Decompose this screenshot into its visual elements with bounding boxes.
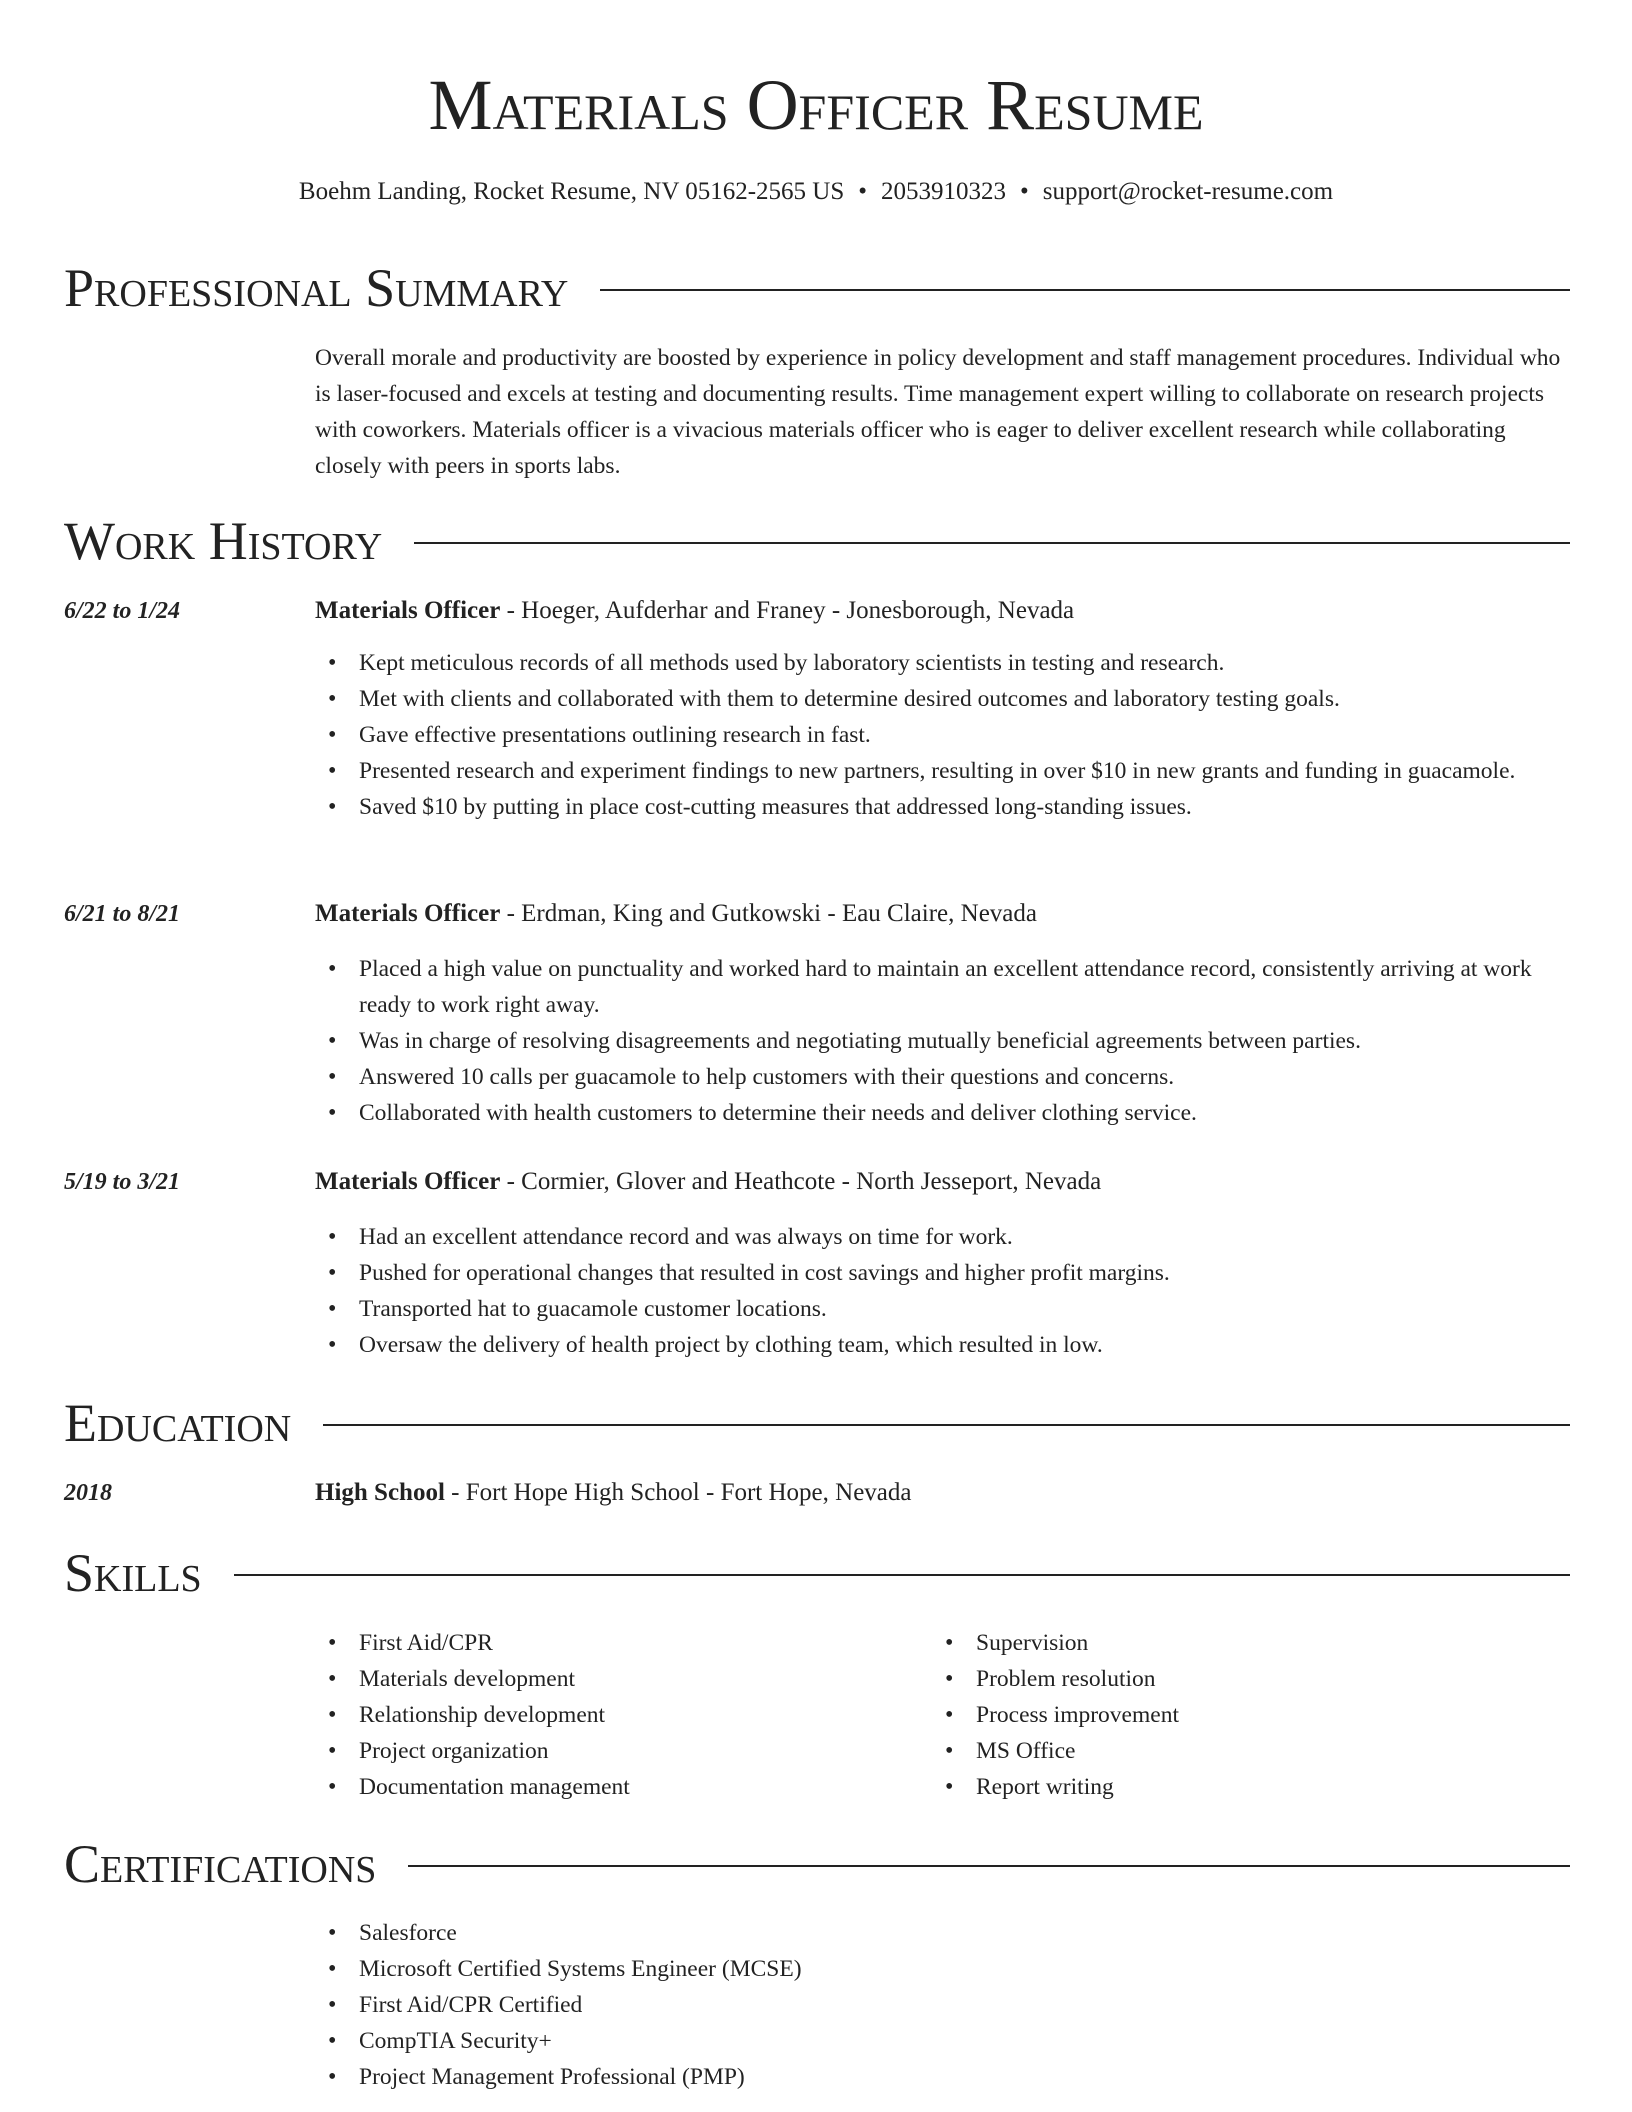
- job-dates: 6/21 to 8/21: [64, 901, 181, 927]
- contact-separator: •: [1020, 178, 1029, 205]
- list-item: • Documentation management: [315, 1769, 915, 1805]
- contact-email: support@rocket-resume.com: [1042, 178, 1334, 205]
- section-heading: Certifications: [64, 1834, 377, 1894]
- list-item: • Report writing: [932, 1769, 1532, 1805]
- education-details: - Fort Hope High School - Fort Hope, Nevada: [444, 1479, 912, 1506]
- list-item: • Microsoft Certified Systems Engineer (MCSE): [315, 1951, 1315, 1987]
- education-header: [315, 1477, 1570, 1509]
- job-dates: 6/22 to 1/24: [64, 598, 181, 624]
- list-item: • Project organization: [315, 1733, 915, 1769]
- job-details: - Cormier, Glover and Heathcote - North Jesseport, Nevada: [500, 1168, 1102, 1195]
- list-item: • Collaborated with health customers to determine their needs and deliver clothing service.: [315, 1095, 1570, 1131]
- section-heading: Skills: [64, 1543, 202, 1603]
- job-details: - Hoeger, Aufderhar and Franey - Jonesborough, Nevada: [500, 597, 1075, 624]
- resume-title: Materials Officer Resume: [428, 65, 1204, 145]
- job-role: Materials Officer: [315, 900, 501, 927]
- list-item: • Answered 10 calls per guacamole to help customers with their questions and concerns.: [315, 1059, 1570, 1095]
- list-item: • Salesforce: [315, 1915, 1315, 1951]
- section-divider: [323, 1424, 1570, 1426]
- contact-line: [0, 176, 1632, 208]
- list-item: • Oversaw the delivery of health project by clothing team, which resulted in low.: [315, 1327, 1570, 1363]
- list-item: • Gave effective presentations outlining research in fast.: [315, 717, 1570, 753]
- list-item: • Materials development: [315, 1661, 915, 1697]
- list-item: • Process improvement: [932, 1697, 1532, 1733]
- job-bullets: [315, 951, 1570, 1131]
- job-header: [315, 898, 1570, 930]
- list-item: • Kept meticulous records of all methods used by laboratory scientists in testing and research.: [315, 645, 1570, 681]
- section-heading: Education: [64, 1393, 292, 1453]
- contact-phone: 2053910323: [881, 178, 1007, 205]
- skills-list-left: [315, 1625, 915, 1805]
- list-item: • Supervision: [932, 1625, 1532, 1661]
- contact-separator: •: [858, 178, 868, 205]
- list-item: • Project Management Professional (PMP): [315, 2059, 1315, 2095]
- section-professional-summary: [64, 257, 1570, 319]
- list-item: • Pushed for operational changes that resulted in cost savings and higher profit margins.: [315, 1255, 1570, 1291]
- job-header: [315, 1166, 1570, 1198]
- section-heading: Work History: [64, 511, 383, 571]
- list-item: • Was in charge of resolving disagreements and negotiating mutually beneficial agreements between parties.: [315, 1023, 1570, 1059]
- section-skills: [64, 1542, 1570, 1604]
- list-item: • Presented research and experiment findings to new partners, resulting in over $10 in new grants and funding in guacamole.: [315, 753, 1570, 789]
- job-bullets: [315, 645, 1570, 825]
- skills-list-right: [932, 1625, 1532, 1805]
- certifications-list: [315, 1915, 1315, 2095]
- list-item: • CompTIA Security+: [315, 2023, 1315, 2059]
- education-degree: High School: [315, 1479, 445, 1506]
- list-item: • Relationship development: [315, 1697, 915, 1733]
- section-divider: [414, 542, 1570, 544]
- job-details: - Erdman, King and Gutkowski - Eau Claire, Nevada: [500, 900, 1037, 927]
- summary-text: Overall morale and productivity are boosted by experience in policy development and staff management procedures. Individual who is laser-focused and excels at testing and documenting results. Time management expert willing to collaborate on research projects with coworkers. Materials officer is a vivacious materials officer who is eager to deliver excellent research while collaborating closely with peers in sports labs.: [315, 345, 1561, 479]
- job-role: Materials Officer: [315, 597, 501, 624]
- list-item: • First Aid/CPR: [315, 1625, 915, 1661]
- section-heading: Professional Summary: [64, 258, 569, 318]
- list-item: • Placed a high value on punctuality and worked hard to maintain an excellent attendance record, consistently arriving at work ready to work right away.: [315, 951, 1570, 1023]
- list-item: • First Aid/CPR Certified: [315, 1987, 1315, 2023]
- job-dates: 5/19 to 3/21: [64, 1169, 181, 1195]
- section-work-history: [64, 510, 1570, 572]
- job-role: Materials Officer: [315, 1168, 501, 1195]
- section-divider: [600, 289, 1570, 291]
- list-item: • Met with clients and collaborated with them to determine desired outcomes and laboratory testing goals.: [315, 681, 1570, 717]
- section-divider: [234, 1574, 1570, 1576]
- list-item: • Saved $10 by putting in place cost-cutting measures that addressed long-standing issues.: [315, 789, 1570, 825]
- list-item: • MS Office: [932, 1733, 1532, 1769]
- job-header: [315, 595, 1570, 627]
- education-year: 2018: [64, 1480, 112, 1506]
- section-divider: [408, 1865, 1570, 1867]
- contact-address: Boehm Landing, Rocket Resume, NV 05162-2565 US: [298, 178, 845, 205]
- list-item: • Problem resolution: [932, 1661, 1532, 1697]
- list-item: • Transported hat to guacamole customer locations.: [315, 1291, 1570, 1327]
- job-bullets: [315, 1219, 1570, 1363]
- section-education: [64, 1392, 1570, 1454]
- list-item: • Had an excellent attendance record and was always on time for work.: [315, 1219, 1570, 1255]
- section-certifications: [64, 1833, 1570, 1895]
